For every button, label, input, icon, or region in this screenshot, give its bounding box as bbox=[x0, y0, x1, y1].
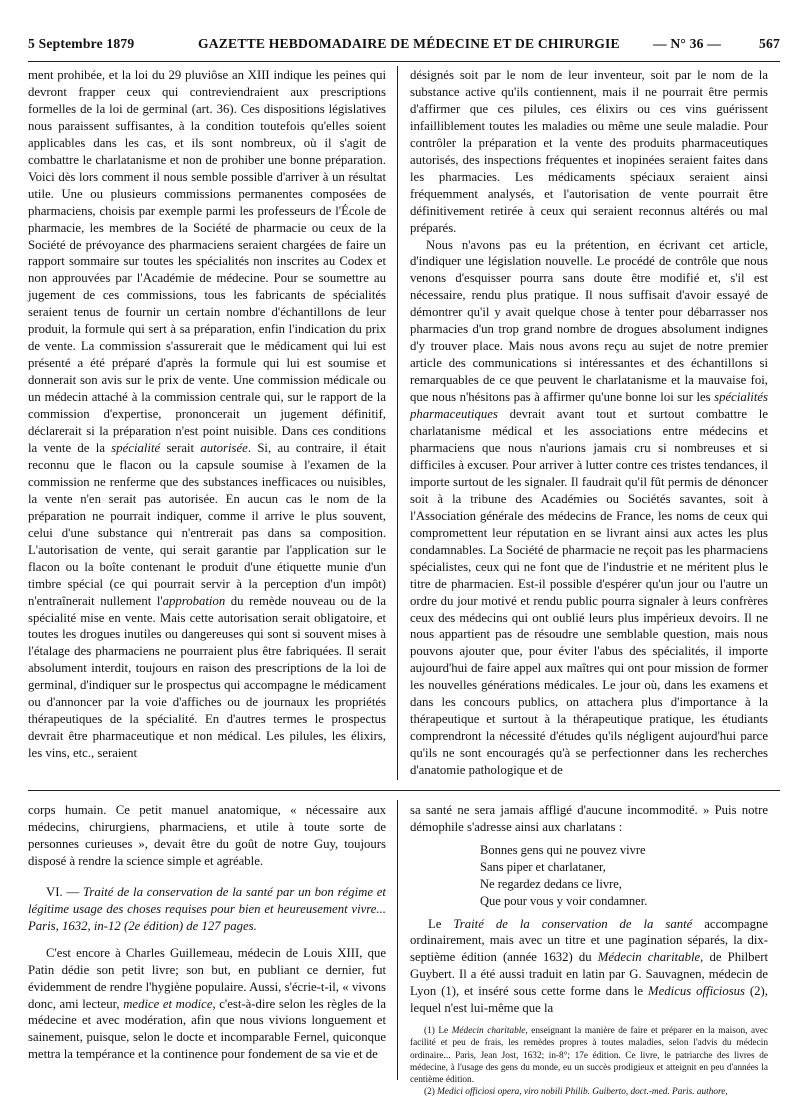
paragraph: désignés soit par le nom de leur inventeur, soit par le nom de la substance active qu'ils contiennent, mais il ne pourrait être permis d'affirmer que ces pilules, ces élixirs ou ces vins guérissent infailliblement toutes les maladies ou même une seule maladie. Pour contrôler la préparation et la vente des produits pharmaceutiques autorisés, des inspections fréquentes et inopinées seraient faites dans les pharmacies. Les médicaments spéciaux seraient ainsi fréquemment analysés, et l'autorisation de vente pourrait être définitivement retirée à ceux qui seraient reconnus altérés ou mal préparés. bbox=[410, 68, 768, 235]
article-column-4 bbox=[410, 802, 768, 1098]
section-heading: VI. — Traité de la conservation de la santé par un bon régime et légitime usage des choses requises pour bien et heureusement vivre... Paris, 1632, in-12 (2e édition) de 127 pages. bbox=[28, 884, 386, 933]
verse-line: Bonnes gens qui ne pouvez vivre bbox=[480, 842, 646, 857]
verse-line: Ne regardez dedans ce livre, bbox=[480, 876, 622, 891]
paragraph: ment prohibée, et la loi du 29 pluviôse an XIII indique les peines qui devront frapper ceux qui contreviendraient aux prescriptions formelles de la loi de germinal (art. 36). Ces dispositions législatives nous paraissent suffisantes, à la condition toutefois qu'elles soient applicables dans les cas, et ils sont nombreux, où il s'agit de combattre le charlatanisme et non de prohiber une bonne préparation. Voici dès lors comment il nous semble possible d'arriver à un résultat utile. Une ou plusieurs commissions permanentes composées de pharmaciens, choisis par exemple parmi les professeurs de l'École de pharmacie, les membres de la Société de pharmacie ou ceux de la Société de prévoyance des pharmaciens seraient chargées de faire un rapport sommaire sur toutes les spécialités non inscrites au Codex et non approuvées par l'Académie de médecine. Pour se soumettre au jugement de ces commissions, tous les fabricants de spécialités seraient tenus de fournir un certain nombre d'échantillons de leur produit, la formule qui sert à sa préparation, enfin l'indication du prix de vente. La commission s'assurerait que le médicament qui lui est présenté a été préparé d'après la formule qui lui est soumise et donnerait son avis sur le prix de vente. Une commission médicale ou un médecin attaché à la commission centrale qui, sur le rapport de la commission d'expertise, prononcerait un jugement définitif, déclarerait si la préparation n'est point nuisible. Dans ces conditions la vente de la spécialité serait autorisée. Si, au contraire, il était reconnu que le flacon ou la capsule soumise à l'examen de la commission ne renferme que des substances inefficaces ou nuisibles, la vente n'en serait pas autorisée. En aucun cas le nom de la préparation ne pourrait indiquer, comme il arrive le plus souvent, celui d'une substance qui n'entrerait pas dans sa composition. L'autorisation de vente, qui serait garantie par l'application sur le flacon ou la boîte contenant le produit d'une étiquette munie d'un timbre spécial (ce qui pourrait servir à la perception d'un impôt) n'entraînerait nullement l'approbation du remède nouveau ou de la spécialité mise en vente. Mais cette autorisation serait obligatoire, et toutes les drogues inutiles ou dangereuses qui sont si souvent mises à l'étalage des pharmaciens ne pourraient plus être fabriquées. Il serait absolument interdit, toujours en raison des prescriptions de la loi de germinal, d'indiquer sur le prospectus qui accompagne le médicament ou d'annoncer par la voie d'affiches ou de journaux les propriétés thérapeutiques de la spécialité. En d'autres termes le prospectus devrait être pharmaceutique et non médical. Les pilules, les élixirs, les vins, etc., seraient bbox=[28, 68, 386, 761]
footnote-1: (1) Le Médecin charitable, enseignant la manière de faire et préparer en la maison, avec facilité et peu de frais, les remèdes propres à toutes maladies, selon l'advis du médecin ordinaire... Paris, Jean Jost, 1632; in-8°; 17e édition. Ce livre, le patriarche des livres de médecine, à l'usage des gens du monde, eu un succès prodigieux et atteignit en peu d'années la centième édition. bbox=[410, 1026, 768, 1086]
paragraph: C'est encore à Charles Guillemeau, médecin de Louis XIII, que Patin dédie son petit livre; son but, en publiant ce dernier, fut évidemment de rendre l'hygiène populaire. Aussi, s'écrie-t-il, « vivons donc, ami lecteur, medice et modice, c'est-à-dire selon les règles de la médecine et avec modération, afin que nous vivions longuement et sainement, puisque, selon le docte et incomparable Fernel, quiconque mettra la tempérance et la continence pour fondement de sa vie et de bbox=[28, 945, 386, 1062]
verse-quotation bbox=[480, 842, 768, 910]
verse-line: Sans piper et charlataner, bbox=[480, 859, 606, 874]
footnote-2: (2) Medici officiosi opera, viro nobili Philib. Guiberto, doct.-med. Paris. authore, bbox=[424, 1087, 728, 1098]
article-column-3 bbox=[28, 802, 386, 1063]
header-page-number: 567 bbox=[759, 36, 780, 51]
article-column-2 bbox=[410, 67, 768, 779]
running-header bbox=[28, 36, 780, 58]
header-issue-number: — N° 36 — bbox=[653, 36, 722, 51]
paragraph: Nous n'avons pas eu la prétention, en écrivant cet article, d'indiquer une législation nouvelle. Le procédé de contrôle que nous venons d'esquisser pourra sans doute être modifié et, s'il est nécessaire, rendu plus pratique. Il nous suffisait d'avoir essayé de démontrer qu'il y avait quelque chose à tenter pour débarrasser nos pharmacies d'un trop grand nombre de drogues absolument indignes d'y trouver place. Mais nous avons reçu au sujet de notre premier article des communications si intéressantes et des échantillons si remarquables de ce que peuvent le charlatanisme et la mauvaise foi, que nous n'hésitons pas à affirmer qu'une bonne loi sur les spécialités pharmaceutiques devrait avant tout et surtout combattre le charlatanisme médical et les associations entre médecins et pharmaciens que nous n'aurions jamais cru si nombreuses et si difficiles à excuser. Pour arriver à lutter contre ces tristes tendances, il importe surtout de les signaler. Il faudrait qu'il fût permis de dénoncer soit à la tribune des Académies ou Sociétés savantes, soit à l'Association générale des médecins de France, les noms de ceux qui compromettent leur réputation en se livrant ainsi aux actes les plus condamnables. La Société de pharmacie ne reçoit pas les pharmaciens spécialistes, ceux qui ne font que de l'industrie et ne méritent plus le titre de pharmacien. Est-il possible d'espérer qu'un jour ou l'autre un ordre du jour motivé et rendu public pourra signaler à leurs confrères ceux des médecins qui ont oublié leurs plus impérieux devoirs. Il ne nous appartient pas de résoudre une semblable question, mais nous pouvons ajouter que, pour éviter l'abus des spécialités, il importe aujourd'hui de faire appel aux maîtres qui ont pour mission de former les nouvelles générations médicales. Le jour où, dans les examens et dans les concours publics, on attachera plus d'importance à la thérapeutique et surtout à la thérapeutique pratique, les étudiants comprendront la nécessité d'études qu'ils négligent aujourd'hui parce qu'ils ne sont encouragés qu'à se perfectionner dans les recherches d'anatomie pathologique et de bbox=[410, 237, 768, 778]
paragraph: corps humain. Ce petit manuel anatomique, « nécessaire aux médecins, chirurgiens, pharmaciens, et utile à toute sorte de personnes curieuses », devait être du goût de notre Guy, toujours disposé à rendre la science simple et agréable. bbox=[28, 803, 386, 868]
footnotes bbox=[410, 1025, 768, 1098]
header-date: 5 Septembre 1879 bbox=[28, 36, 135, 51]
section-rule bbox=[28, 790, 780, 791]
paragraph: sa santé ne sera jamais affligé d'aucune incommodité. » Puis notre démophile s'adresse ainsi aux charlatans : bbox=[410, 803, 768, 834]
column-divider-bottom bbox=[397, 800, 398, 1080]
column-divider-top bbox=[397, 66, 398, 780]
verse-line: Que pour vous y voir condamner. bbox=[480, 893, 648, 908]
paragraph: Le Traité de la conservation de la santé accompagne ordinairement, mais avec un titre et une pagination séparés, la dix-septième édition (année 1632) du Médecin charitable, de Philbert Guybert. Il a été aussi traduit en latin par G. Sauvagnen, médecin de Lyon (1), et inséré sous cette forme dans le Medicus officiosus (2), lequel n'est lui-même que la bbox=[410, 916, 768, 1016]
header-rule bbox=[28, 61, 780, 62]
article-column-1 bbox=[28, 67, 386, 762]
header-title: GAZETTE HEBDOMADAIRE DE MÉDECINE ET DE CHIRURGIE bbox=[198, 36, 620, 51]
